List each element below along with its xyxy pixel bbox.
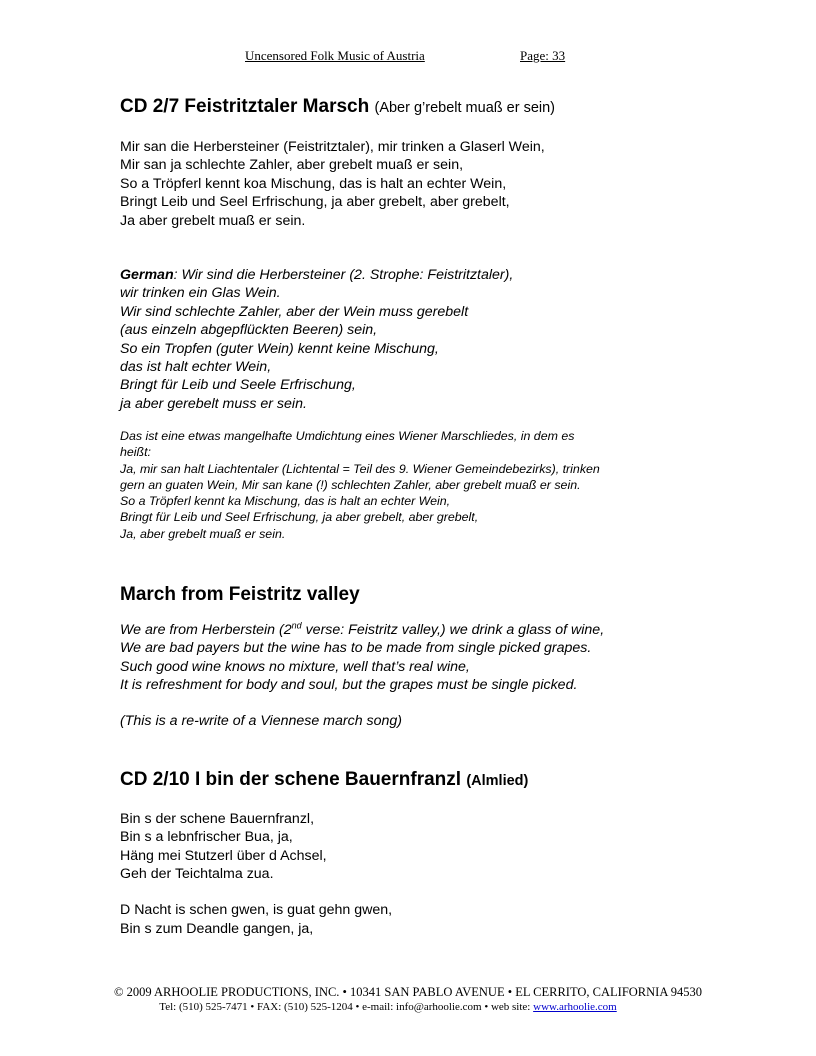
- song1-note: [120, 428, 740, 541]
- footer-contact: [0, 1001, 796, 1013]
- page-number: Page: 33: [520, 48, 566, 63]
- german-line: Bringt für Leib und Seele Erfrischung,: [120, 377, 356, 394]
- song1-subtitle: (Aber g’rebelt muaß er sein): [374, 100, 555, 116]
- contact-info: Tel: (510) 525-7471 • FAX: (510) 525-1204 • e-mail: info@arhoolie.com • web site:: [159, 1001, 534, 1013]
- verse-line: Bin s zum Deandle gangen, ja,: [120, 920, 314, 937]
- german-line: das ist halt echter Wein,: [120, 359, 272, 376]
- footer-copyright: © 2009 ARHOOLIE PRODUCTIONS, INC. • 10341 SAN PABLO AVENUE • EL CERRITO, CALIFORNIA 94530: [113, 985, 703, 999]
- song1-verse: [120, 138, 740, 230]
- german-line: wir trinken ein Glas Wein.: [120, 285, 281, 302]
- english-line: Such good wine knows no mixture, well that’s real wine,: [120, 658, 470, 675]
- verse-line: Mir san ja schlechte Zahler, aber grebelt muaß er sein,: [120, 157, 464, 174]
- note-line: Ja, aber grebelt muaß er sein.: [120, 526, 286, 541]
- song2-heading: [120, 767, 740, 794]
- song1-heading: [120, 94, 740, 121]
- translation-heading: March from Feistritz valley: [120, 583, 360, 605]
- german-line: (aus einzeln abgepflückten Beeren) sein,: [120, 322, 378, 339]
- document-title: Uncensored Folk Music of Austria: [245, 48, 425, 63]
- song2-stanza-1: [120, 810, 740, 884]
- german-line: So ein Tropfen (guter Wein) kennt keine Mischung,: [120, 340, 439, 357]
- verse-line: Bin s a lebnfrischer Bua, ja,: [120, 829, 293, 846]
- verse-line: Mir san die Herbersteiner (Feistritztaler), mir trinken a Glaserl Wein,: [120, 139, 545, 155]
- german-translation: [120, 266, 740, 413]
- german-line: ja aber gerebelt muss er sein.: [120, 395, 307, 412]
- note-line: Ja, mir san halt Liachtentaler (Lichtental = Teil des 9. Wiener Gemeindebezirks), trinken: [120, 461, 600, 476]
- verse-line: D Nacht is schen gwen, is guat gehn gwen,: [120, 902, 393, 919]
- english-line: It is refreshment for body and soul, but the grapes must be single picked.: [120, 676, 578, 693]
- song2-title: CD 2/10 I bin der schene Bauernfranzl: [120, 768, 462, 790]
- page-content: [120, 94, 740, 938]
- note-line: heißt:: [120, 445, 151, 460]
- note-line: So a Tröpferl kennt ka Mischung, das is halt an echter Wein,: [120, 494, 451, 509]
- song1-title: CD 2/7 Feistritztaler Marsch: [120, 96, 370, 117]
- english-line: We are from Herberstein (2nd verse: Feistritz valley,) we drink a glass of wine,: [120, 619, 605, 638]
- verse-line: Bringt Leib und Seel Erfrischung, ja aber grebelt, aber grebelt,: [120, 194, 510, 211]
- german-line: Wir sind schlechte Zahler, aber der Wein muss gerebelt: [120, 303, 469, 320]
- song2-subtitle: (Almlied): [466, 772, 529, 789]
- verse-line: Häng mei Stutzerl über d Achsel,: [120, 847, 327, 864]
- song2-stanza-2: [120, 901, 740, 938]
- verse-line: Bin s der schene Bauernfranzl,: [120, 810, 315, 827]
- german-line: : Wir sind die Herbersteiner (2. Strophe: Feistritztaler),: [173, 267, 514, 284]
- verse-line: So a Tröpferl kennt koa Mischung, das is halt an echter Wein,: [120, 175, 507, 192]
- translation-note: (This is a re-write of a Viennese march song): [120, 713, 403, 730]
- english-line: We are bad payers but the wine has to be made from single picked grapes.: [120, 640, 592, 657]
- verse-line: Ja aber grebelt muaß er sein.: [120, 212, 306, 229]
- note-line: gern an guaten Wein, Mir san kane (!) schlechten Zahler, aber grebelt muaß er sein.: [120, 477, 581, 492]
- website-link[interactable]: www.arhoolie.com: [533, 1001, 617, 1013]
- note-line: Das ist eine etwas mangelhafte Umdichtung eines Wiener Marschliedes, in dem es: [120, 429, 575, 444]
- german-label: German: [120, 267, 174, 284]
- english-translation: [120, 621, 740, 731]
- note-line: Bringt für Leib und Seel Erfrischung, ja aber grebelt, aber grebelt,: [120, 510, 479, 525]
- verse-line: Geh der Teichtalma zua.: [120, 865, 274, 882]
